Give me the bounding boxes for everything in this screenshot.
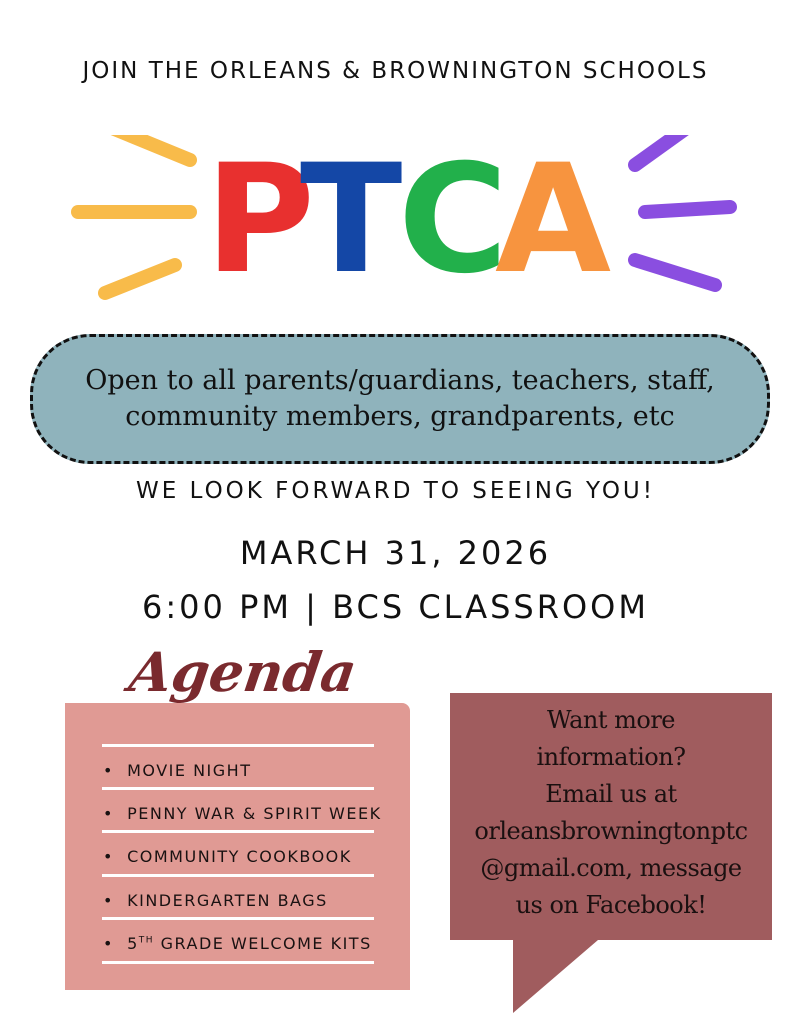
agenda-item-label: GRADE WELCOME KITS [154, 934, 372, 953]
forward-text: WE LOOK FORWARD TO SEEING YOU! [136, 478, 655, 504]
contact-line: us on Facebook! [515, 891, 707, 919]
logo-letter-p: P [205, 133, 315, 307]
contact-line: Want more [546, 706, 675, 734]
agenda-item-label: COMMUNITY COOKBOOK [127, 847, 352, 866]
open-line-2: community members, grandparents, etc [125, 401, 675, 432]
agenda-item: • KINDERGARTEN BAGS [103, 891, 328, 910]
contact-text [452, 702, 770, 924]
agenda-item: • 5TH GRADE WELCOME KITS [103, 934, 372, 953]
divider [102, 744, 374, 747]
divider [102, 830, 374, 833]
logo-letter-a: A [495, 133, 612, 307]
agenda-item-label: PENNY WAR & SPIRIT WEEK [127, 804, 382, 823]
logo-letter-c: C [398, 133, 509, 307]
contact-line: information? [536, 743, 686, 771]
agenda-item-label: MOVIE NIGHT [127, 761, 252, 780]
ray-left-bottom [105, 265, 175, 293]
divider [102, 961, 374, 964]
contact-line: Email us at [545, 780, 677, 808]
divider [102, 874, 374, 877]
event-date: MARCH 31, 2026 [239, 534, 552, 572]
agenda-item: • MOVIE NIGHT [103, 761, 252, 780]
agenda-box [65, 703, 410, 990]
event-time-location: 6:00 PM | BCS CLASSROOM [142, 588, 649, 626]
contact-email: orleansbrowningtonptc [474, 817, 748, 845]
contact-line: @gmail.com, message [480, 854, 742, 882]
agenda-item: • PENNY WAR & SPIRIT WEEK [103, 804, 382, 823]
join-heading: JOIN THE ORLEANS & BROWNINGTON SCHOOLS [82, 58, 709, 84]
divider [102, 787, 374, 790]
agenda-item: • COMMUNITY COOKBOOK [103, 847, 352, 866]
logo-letter-t: T [300, 133, 403, 307]
open-line-1: Open to all parents/guardians, teachers, staff, [85, 365, 715, 396]
divider [102, 917, 374, 920]
agenda-title: Agenda [125, 640, 361, 704]
agenda-item-label: KINDERGARTEN BAGS [127, 891, 328, 910]
ray-left-top [112, 135, 190, 160]
superscript: TH [138, 935, 155, 946]
agenda-item-label: 5 [127, 934, 139, 953]
